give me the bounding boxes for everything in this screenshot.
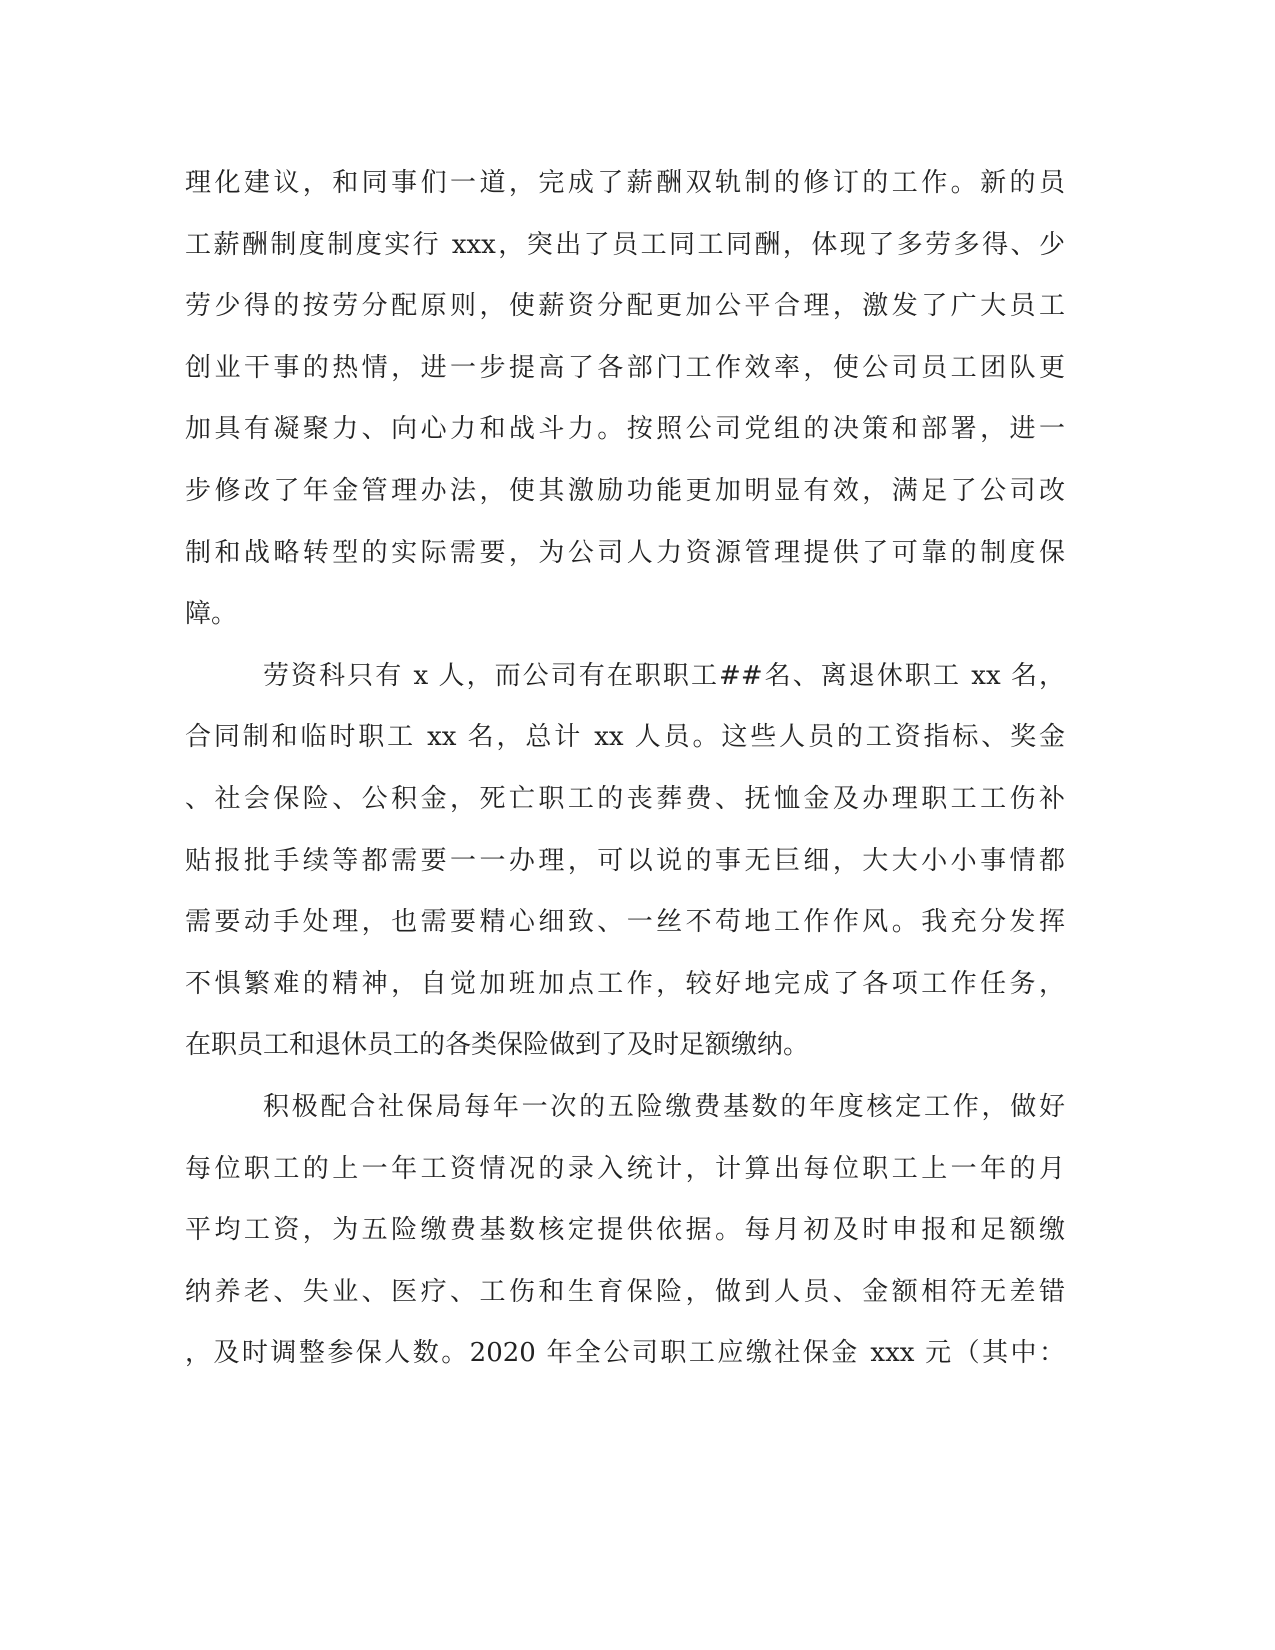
text-line: 贴报批手续等都需要一一办理，可以说的事无巨细，大大小小事情都	[185, 845, 1065, 876]
document-body	[185, 164, 1065, 1396]
text-line: 理化建议，和同事们一道，完成了薪酬双轨制的修订的工作。新的员	[185, 168, 1065, 198]
text-line: 平均工资，为五险缴费基数核定提供依据。每月初及时申报和足额缴	[185, 1215, 1065, 1246]
text-line: 合同制和临时职工 xx 名，总计 xx 人员。这些人员的工资指标、奖金	[185, 722, 1065, 753]
text-line: 创业干事的热情，进一步提高了各部门工作效率，使公司员工团队更	[185, 352, 1065, 383]
text-line: 每位职工的上一年工资情况的录入统计，计算出每位职工上一年的月	[185, 1153, 1065, 1184]
text-line: 制和战略转型的实际需要，为公司人力资源管理提供了可靠的制度保	[185, 537, 1065, 568]
paragraph-3	[185, 1088, 1065, 1396]
text-line: 加具有凝聚力、向心力和战斗力。按照公司党组的决策和部署，进一	[185, 414, 1065, 445]
text-line: 障。	[185, 599, 238, 630]
text-line: 劳资科只有 x 人，而公司有在职职工##名、离退休职工 xx 名，	[263, 660, 1065, 691]
text-line: 步修改了年金管理办法，使其激励功能更加明显有效，满足了公司改	[185, 475, 1065, 506]
text-line: 在职员工和退休员工的各类保险做到了及时足额缴纳。	[185, 1030, 810, 1061]
text-line: 工薪酬制度制度实行 xxx，突出了员工同工同酬，体现了多劳多得、少	[185, 229, 1065, 260]
text-line: 纳养老、失业、医疗、工伤和生育保险，做到人员、金额相符无差错	[185, 1276, 1065, 1307]
paragraph-2	[185, 657, 1065, 1088]
text-line: 劳少得的按劳分配原则，使薪资分配更加公平合理，激发了广大员工	[185, 291, 1065, 322]
text-line: 需要动手处理，也需要精心细致、一丝不苟地工作作风。我充分发挥	[185, 907, 1065, 938]
text-line: 不惧繁难的精神，自觉加班加点工作，较好地完成了各项工作任务，	[185, 968, 1065, 999]
paragraph-1	[185, 164, 1065, 657]
text-line: 、社会保险、公积金，死亡职工的丧葬费、抚恤金及办理职工工伤补	[185, 783, 1065, 814]
text-line: 积极配合社保局每年一次的五险缴费基数的年度核定工作，做好	[263, 1091, 1065, 1122]
text-line: ，及时调整参保人数。2020 年全公司职工应缴社保金 xxx 元（其中：	[185, 1338, 1065, 1369]
